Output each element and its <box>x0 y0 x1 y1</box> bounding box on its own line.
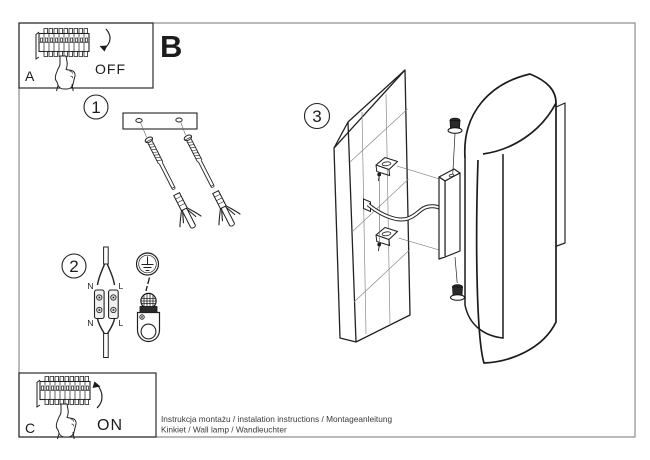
ground-wire <box>146 278 150 292</box>
shade-outer-sheet <box>465 74 556 363</box>
footer-line-1: Instrukcja montażu / instalation instructions / Montageanleitung <box>161 414 393 424</box>
arrow-down-icon <box>100 29 111 52</box>
mounting-plate <box>123 113 197 129</box>
wall-front-face <box>348 70 410 342</box>
ground-symbol-icon <box>137 253 159 275</box>
step-3 <box>305 70 566 363</box>
label-n-top: N <box>87 281 94 291</box>
box-c-state: ON <box>97 417 123 434</box>
label-n-bottom: N <box>87 318 94 328</box>
box-a-state: OFF <box>95 61 126 77</box>
breaker-panel-icon <box>37 377 90 440</box>
fixing-screw-top <box>448 118 462 174</box>
arrow-up-icon <box>93 382 103 409</box>
label-l-top: L <box>118 281 124 291</box>
lamp-pedestal <box>439 169 460 259</box>
footer-line-2: Kinkiet / Wall lamp / Wandleuchter <box>161 424 287 435</box>
box-c-label: C <box>25 420 36 436</box>
step-1 <box>84 95 243 233</box>
section-b-label: B <box>160 29 183 64</box>
lamp-shade <box>465 74 565 363</box>
box-a-breaker-off <box>19 23 153 91</box>
box-c-breaker-on <box>19 373 156 439</box>
ground-terminal <box>138 293 160 341</box>
footer <box>161 414 392 435</box>
fixing-screw-bottom <box>451 257 465 300</box>
breaker-panel-icon <box>36 29 89 92</box>
step-1-number: 1 <box>91 98 101 117</box>
terminal-block <box>95 290 119 319</box>
box-a-label: A <box>25 68 35 84</box>
step-2-number: 2 <box>69 257 79 276</box>
step-2 <box>62 247 160 358</box>
label-l-bottom: L <box>118 318 124 328</box>
step-3-number: 3 <box>312 107 322 126</box>
